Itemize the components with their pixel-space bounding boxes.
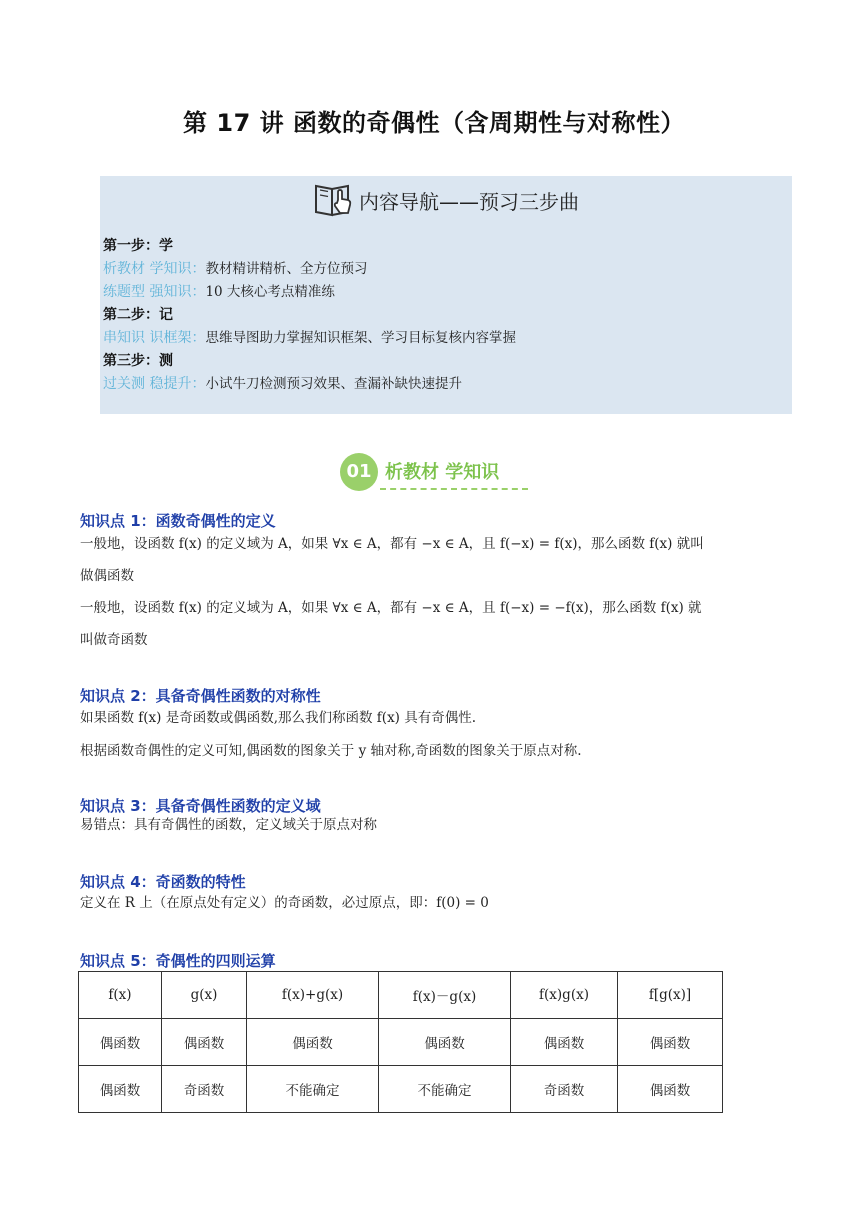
section-divider bbox=[380, 488, 528, 490]
page-title: 第 17 讲 函数的奇偶性（含周期性与对称性） bbox=[183, 109, 685, 137]
parity-operations-table bbox=[78, 971, 723, 1113]
kp4-body: 定义在 R 上（在原点处有定义）的奇函数，必过原点，即：f(0) = 0 bbox=[80, 895, 489, 911]
kp2-line-2: 根据函数奇偶性的定义可知,偶函数的图象关于 y 轴对称,奇函数的图象关于原点对称. bbox=[80, 743, 582, 759]
table-cell: 奇函数 bbox=[511, 1066, 618, 1113]
kp3-body: 易错点：具有奇偶性的函数，定义域关于原点对称 bbox=[80, 817, 377, 833]
kp1-line-2: 做偶函数 bbox=[80, 568, 134, 584]
table-cell: 偶函数 bbox=[511, 1019, 618, 1066]
nav-row-4-highlight: 过关测 稳提升： bbox=[103, 376, 206, 392]
nav-row-1-highlight: 析教材 学知识： bbox=[103, 261, 206, 277]
section-number-badge: 01 bbox=[340, 453, 378, 491]
kp1-line-3: 一般地，设函数 f(x) 的定义域为 A，如果 ∀x ∈ A，都有 −x ∈ A，且 f(−x) = −f(x)，那么函数 f(x) 就 bbox=[80, 600, 702, 616]
nav-row-3-highlight: 串知识 识框架： bbox=[103, 330, 206, 346]
kp2-line-1: 如果函数 f(x) 是奇函数或偶函数,那么我们称函数 f(x) 具有奇偶性. bbox=[80, 710, 477, 726]
kp1-title: 知识点 1：函数奇偶性的定义 bbox=[80, 512, 276, 530]
header-cell: f(x) bbox=[79, 972, 162, 1019]
nav-header-text: 内容导航——预习三步曲 bbox=[359, 189, 579, 214]
kp2-title: 知识点 2：具备奇偶性函数的对称性 bbox=[80, 687, 321, 705]
kp5-title: 知识点 5：奇偶性的四则运算 bbox=[80, 952, 276, 970]
kp3-title: 知识点 3：具备奇偶性函数的定义域 bbox=[80, 797, 321, 815]
nav-row-2-highlight: 练题型 强知识： bbox=[103, 284, 206, 300]
header-cell: f(x)－g(x) bbox=[379, 972, 511, 1019]
table-cell: 不能确定 bbox=[379, 1066, 511, 1113]
header-cell: g(x) bbox=[162, 972, 247, 1019]
nav-row-2 bbox=[103, 281, 516, 304]
header-cell: f[g(x)] bbox=[618, 972, 723, 1019]
nav-row-1-text: 教材精讲精析、全方位预习 bbox=[205, 261, 368, 277]
table-cell: 奇函数 bbox=[162, 1066, 247, 1113]
table-cell: 偶函数 bbox=[79, 1066, 162, 1113]
section-label: 析教材 学知识 bbox=[385, 462, 500, 483]
header-cell: f(x)+g(x) bbox=[247, 972, 379, 1019]
table-cell: 偶函数 bbox=[379, 1019, 511, 1066]
nav-header bbox=[100, 180, 792, 220]
step-1: 第一步：学 bbox=[103, 238, 173, 254]
table-row bbox=[79, 1019, 723, 1066]
table-cell: 偶函数 bbox=[618, 1066, 723, 1113]
header-cell: f(x)g(x) bbox=[511, 972, 618, 1019]
nav-row-3 bbox=[103, 327, 516, 350]
table-cell: 偶函数 bbox=[79, 1019, 162, 1066]
kp1-line-4: 叫做奇函数 bbox=[80, 632, 148, 648]
table-cell: 不能确定 bbox=[247, 1066, 379, 1113]
book-pointer-icon bbox=[313, 180, 355, 220]
table-cell: 偶函数 bbox=[247, 1019, 379, 1066]
nav-row-4-text: 小试牛刀检测预习效果、查漏补缺快速提升 bbox=[205, 376, 462, 392]
step-3: 第三步：测 bbox=[103, 353, 173, 369]
kp1-line-1: 一般地，设函数 f(x) 的定义域为 A，如果 ∀x ∈ A，都有 −x ∈ A，且 f(−x) = f(x)，那么函数 f(x) 就叫 bbox=[80, 536, 704, 552]
step-2: 第二步：记 bbox=[103, 307, 173, 323]
nav-row-4 bbox=[103, 373, 516, 396]
table-header-row bbox=[79, 972, 723, 1019]
kp4-title: 知识点 4：奇函数的特性 bbox=[80, 873, 246, 891]
nav-steps bbox=[103, 235, 516, 396]
nav-row-1 bbox=[103, 258, 516, 281]
kp2-body bbox=[80, 703, 792, 769]
nav-row-3-text: 思维导图助力掌握知识框架、学习目标复核内容掌握 bbox=[205, 330, 516, 346]
content-nav-panel bbox=[100, 176, 792, 414]
table-cell: 偶函数 bbox=[618, 1019, 723, 1066]
nav-row-2-text: 10 大核心考点精准练 bbox=[205, 284, 335, 300]
table-row bbox=[79, 1066, 723, 1113]
table-cell: 偶函数 bbox=[162, 1019, 247, 1066]
kp1-body bbox=[80, 529, 792, 657]
